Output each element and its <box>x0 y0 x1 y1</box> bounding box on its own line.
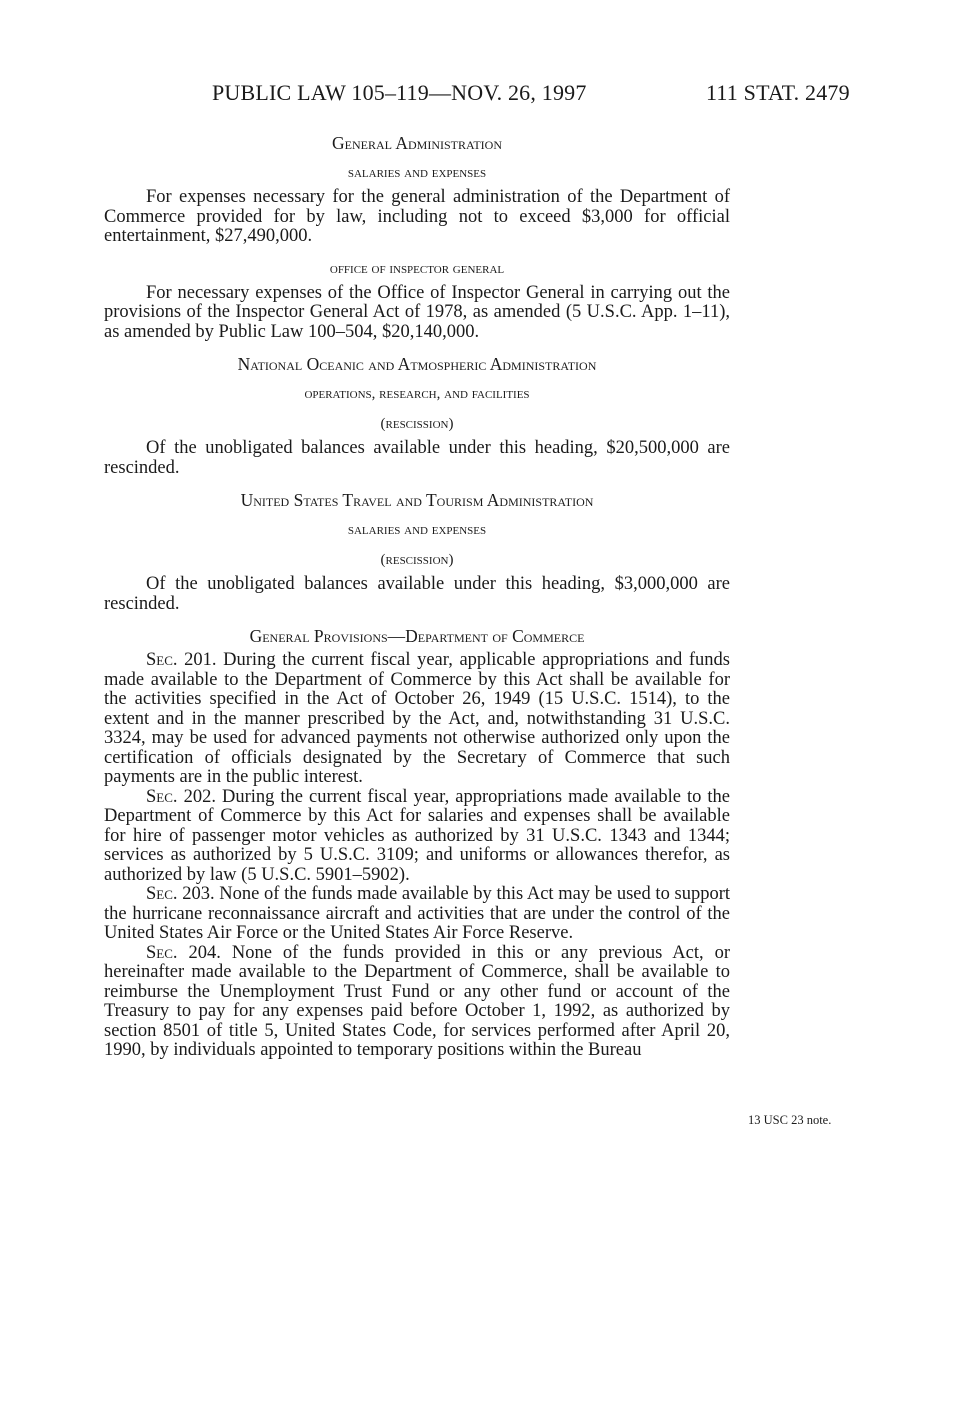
main-text-column <box>104 128 730 1061</box>
noaa-paragraph: Of the unobligated balances available under this heading, $20,500,000 are rescinded. <box>104 438 730 478</box>
margin-citation-note: 13 USC 23 note. <box>748 1113 832 1127</box>
section-text: None of the funds made available by this Act may be used to support the hurricane reconnaissance aircraft and activities that are under the control of the United States Air Force or the United States Air Force Reserve. <box>104 884 730 943</box>
ustta-rescission-label: (rescission) <box>380 552 454 568</box>
salaries-expenses-paragraph: For expenses necessary for the general administration of the Department of Commerce provided for by law, including not to exceed $3,000 for official entertainment, $27,490,000. <box>104 187 730 246</box>
section-label: Sec. <box>146 650 178 670</box>
oig-paragraph: For necessary expenses of the Office of Inspector General in carrying out the provisions of the Inspector General Act of 1978, as amended (5 U.S.C. App. 1–11), as amended by Public Law 100–504, $20,140,000. <box>104 282 730 342</box>
section-text: During the current fiscal year, appropriations made available to the Department of Commerce by this Act for salaries and expenses shall be available for hire of passenger motor vehicles as authorized by 31 U.S.C. 1343 and 1344; services as authorized by 5 U.S.C. 3109; and uniforms or allowances therefor, as authorized by law (5 U.S.C. 5901–5902). <box>104 786 731 885</box>
section-label: Sec. <box>146 786 178 807</box>
section-202 <box>104 788 730 886</box>
section-204 <box>104 944 730 1061</box>
section-201 <box>104 651 730 788</box>
salaries-expenses-heading: salaries and expenses <box>347 165 487 181</box>
ustta-paragraph: Of the unobligated balances available under this heading, $3,000,000 are rescinded. <box>104 574 730 614</box>
ustta-salaries-heading: salaries and expenses <box>347 522 487 538</box>
running-header-title: PUBLIC LAW 105–119—NOV. 26, 1997 <box>212 80 587 105</box>
section-number: 201. <box>184 650 217 670</box>
noaa-operations-heading: operations, research, and facilities <box>304 386 530 402</box>
general-provisions-heading: General Provisions—Department of Commerce <box>249 626 585 646</box>
section-text: During the current fiscal year, applicable appropriations and funds made available to the Department of Commerce by this Act shall be available for the activities specified in the Act of October 26, 1949 (15 U.S.C. 1514), to the extent and in the manner prescribed by the Act, and, notwithstanding 31 U.S.C. 3324, may be used for advanced payments not otherwise authorized only upon the certification of officials designated by the Secretary of Commerce that such payments are in the public interest. <box>104 650 731 787</box>
noaa-heading: National Oceanic and Atmospheric Administration <box>237 354 597 374</box>
section-number: 203. <box>182 884 215 904</box>
section-label: Sec. <box>146 884 178 904</box>
noaa-rescission-label: (rescission) <box>380 416 454 432</box>
section-number: 202. <box>183 786 216 807</box>
general-administration-heading: General Administration <box>331 133 502 153</box>
section-203 <box>104 885 730 944</box>
section-number: 204. <box>188 942 221 963</box>
ustta-heading: United States Travel and Tourism Administration <box>240 490 594 510</box>
running-header-page-number: 111 STAT. 2479 <box>706 80 850 105</box>
section-text: None of the funds provided in this or any previous Act, or hereinafter made available to the Department of Commerce, shall be available to reimburse the Unemployment Trust Fund or any other fund or account of the Treasury to pay for any expenses paid before October 1, 1992, as authorized by section 8501 of title 5, United States Code, for services performed after April 20, 1990, by individuals appointed to temporary positions within the Bureau <box>104 942 731 1060</box>
section-label: Sec. <box>146 942 178 963</box>
oig-heading: office of inspector general <box>329 260 505 277</box>
